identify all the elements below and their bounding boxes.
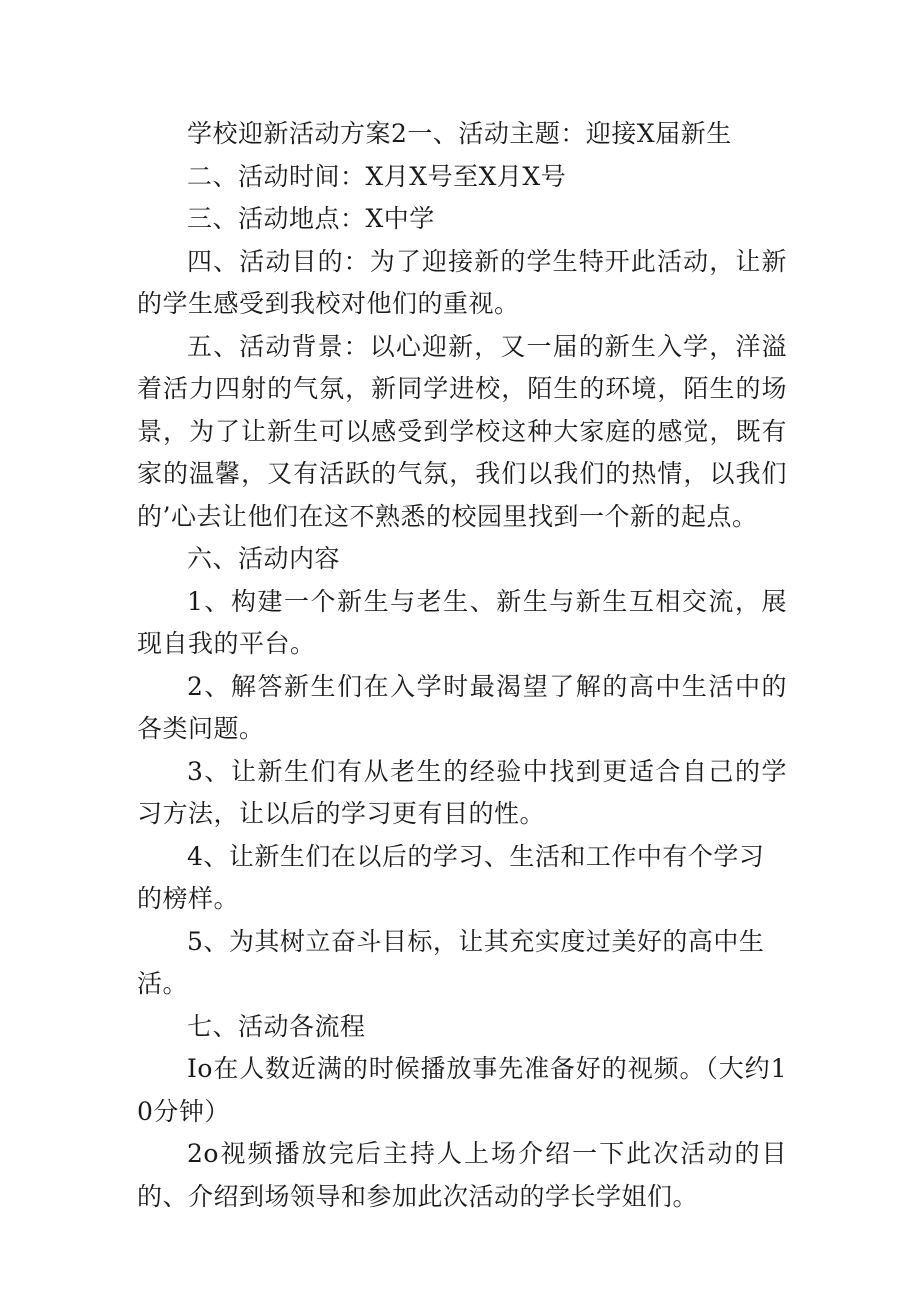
paragraph-time: 二、活动时间：X月X号至X月X号 [187, 161, 567, 191]
paragraph-process-step-2: 2o视频播放完后主持人上场介绍一下此次活动的目的、介绍到场领导和参加此次活动的学长学姐们。 [137, 1139, 787, 1211]
paragraph-content-item-2: 2、解答新生们在入学时最渴望了解的高中生活中的各类问题。 [137, 671, 787, 743]
paragraph-content-item-5: 5、为其树立奋斗目标，让其充实度过美好的高中生活。 [137, 926, 765, 998]
paragraph-content-item-1: 1、构建一个新生与老生、新生与新生互相交流，展现自我的平台。 [137, 586, 787, 658]
paragraph-content-item-3: 3、让新生们有从老生的经验中找到更适合自己的学习方法，让以后的学习更有目的性。 [137, 756, 787, 828]
paragraph-location: 三、活动地点：X中学 [187, 204, 435, 233]
paragraph-purpose: 四、活动目的：为了迎接新的学生特开此活动，让新的学生感受到我校对他们的重视。 [137, 246, 787, 318]
paragraph-title-theme: 学校迎新活动方案2一、活动主题：迎接X届新生 [187, 119, 732, 148]
paragraph-background: 五、活动背景：以心迎新，又一届的新生入学，洋溢着活力四射的气氛，新同学进校，陌生的环境，陌生的场景，为了让新生可以感受到学校这种大家庭的感觉，既有家的温馨，又有活跃的气氛，我们以我们的热情，以我们的’心去让他们在这不熟悉的校园里找到一个新的起点。 [137, 331, 787, 531]
document-body [137, 113, 787, 1218]
paragraph-content-heading: 六、活动内容 [187, 544, 341, 573]
paragraph-content-item-4: 4、让新生们在以后的学习、生活和工作中有个学习的榜样。 [137, 841, 765, 913]
paragraph-process-step-1: Io在人数近满的时候播放事先准备好的视频。（大约10分钟） [137, 1054, 787, 1126]
paragraph-process-heading: 七、活动各流程 [187, 1011, 366, 1041]
